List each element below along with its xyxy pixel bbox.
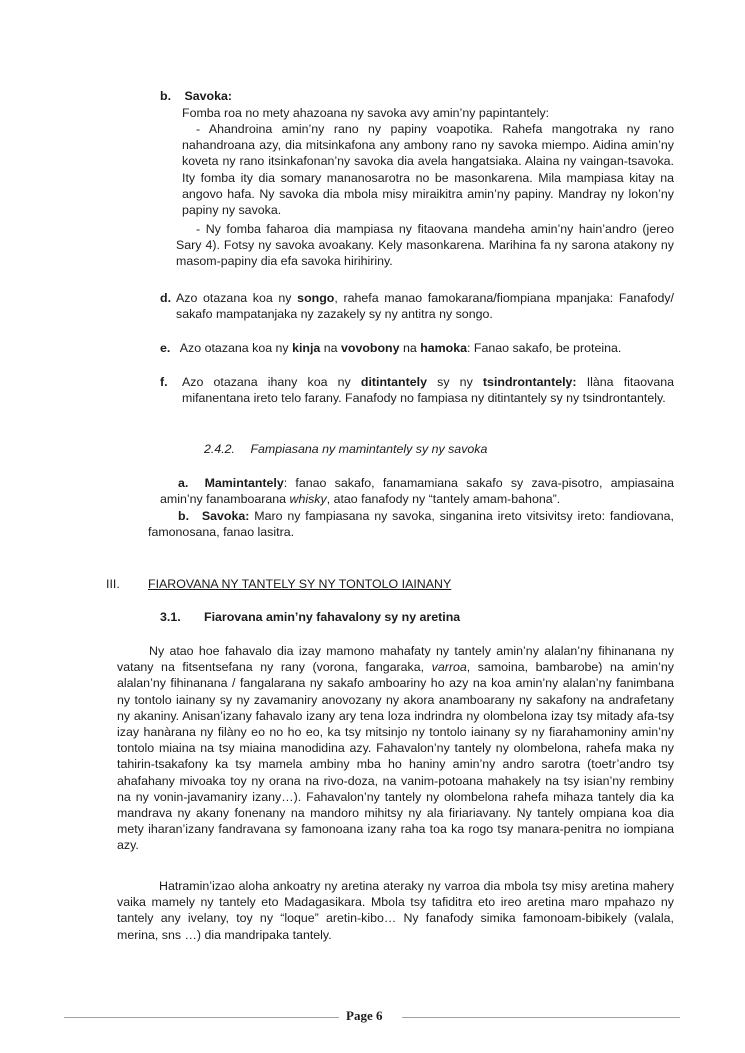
body-paragraph-2: Hatramin’izao aloha ankoatry ny aretina ateraky ny varroa dia mbola tsy misy aretina mahery vaika mamely ny tantely eto Madagasikara. Mbola tsy tafiditra eto ireo aretina maro mpahazo ny tantely any ivelany, toy ny “loque” aretin-kibo… Ny fanafody simika famonoam-bibikely (valala, merina, sns …) dia mandripaka tantely. — [117, 879, 674, 942]
item-b-intro: Fomba roa no mety ahazoana ny savoka avy amin’ny papintantely: — [182, 106, 550, 120]
item-b-paragraph-2: - Ny fomba faharoa dia mampiasa ny fitaovana mandeha amin’ny hain’andro (jereo Sary 4). Fotsy ny savoka avoakany. Kely masonkarena. Marihina fa ny sarona atakony ny masom-papiny dia efa savoka hirihiriny. — [176, 222, 674, 269]
subsection-3-1-title: Fiarovana amin’ny fahavalony sy ny aretina — [204, 610, 461, 624]
item-e-text-1: Azo otazana koa ny — [179, 341, 293, 355]
use-item-b-bold: Savoka: — [201, 509, 250, 523]
item-d-marker: d. — [160, 291, 172, 305]
section-3-number: III. — [106, 577, 120, 591]
footer-rule-right — [402, 1017, 680, 1018]
item-f — [182, 374, 674, 406]
item-f-text-3: Ilàna fitaovana mifanentana ireto telo farany. Fanafody no fampiasa ny ditintantely sy ny tsindrontantely. — [182, 375, 675, 406]
body-paragraph-1 — [117, 643, 674, 854]
use-item-a-text-2: , atao fanafody ny “tantely amam-bahona”. — [326, 492, 561, 507]
item-f-text-2: sy ny — [426, 375, 483, 389]
use-item-a-italic: whisky — [289, 492, 327, 507]
use-item-b — [148, 508, 674, 540]
item-d-text-1: Azo otazana koa ny — [176, 291, 298, 305]
item-f-marker-box — [160, 374, 180, 390]
item-d — [160, 290, 674, 322]
item-e-text-3: na — [399, 341, 421, 355]
page-number: Page 6 — [346, 1008, 383, 1023]
item-b-heading — [160, 88, 300, 104]
use-item-a-text-1: : fanao sakafo, fanamamiana sakafo sy zava-pisotro, ampiasaina amin’ny fanamboarana — [160, 476, 674, 507]
item-e-bold-2: vovobony — [341, 341, 400, 355]
use-item-a-marker: a. — [178, 476, 189, 490]
item-b-marker: b. — [160, 89, 172, 103]
item-e — [160, 340, 674, 356]
item-e-text-2: na — [320, 341, 341, 355]
section-3-title: FIAROVANA NY TANTELY SY NY TONTOLO IAINANY — [148, 577, 452, 591]
item-f-marker: f. — [160, 375, 168, 389]
footer-rule-left — [64, 1017, 339, 1018]
item-d-bold: songo — [297, 291, 335, 305]
item-b-paragraph-1: - Ahandroina amin’ny rano ny papiny voapotika. Rahefa mangotraka ny rano nahandroana azy, dia mitsinkafona any ambony rano ny savoka miempo. Aidina amin’ny koveta ny rano itsinkafonan’ny savoka dia avela hangatsiaka. Alaina ny vaingan-tsavoka. Ity fomba ity dia somary mananosarotra no be masonkarena. Mila mampiasa kitay na angovo hafa. Ny savoka dia mbola misy miraikitra amin’ny papiny. Mandray ny lokon’ny papiny ny savoka. — [182, 122, 674, 218]
use-item-b-marker: b. — [178, 509, 190, 523]
item-f-bold-1: ditintantely — [360, 375, 427, 389]
item-e-bold-3: hamoka — [420, 341, 468, 355]
item-e-text-4: : Fanao sakafo, be proteina. — [467, 341, 622, 355]
subsection-2-4-2-number: 2.4.2. — [204, 442, 236, 456]
body-paragraph-1-text-2: , samoina, bambarobe) na amin’ny alalan’ny fihinanana / fangalarana ny sakafo amboariny ho azy na koa amin’ny alalan’ny fanimbana ny tontolo iainany sy ny zavamaniry anovozany ny akora anamboarany ny sakafony na andrafetany ny akaniny. Anisan’izany fahavalo izany ary tena loza indrindra ny olombelona izay tsy mitady afa-tsy izay hanàrana ny filàny eo no ho eo, ka tsy mitsinjo ny tontolo iainany sy ny fiarahamoniny amin’ny tontolo miaina na tsy miaina manodidina azy. Fahavalon’ny tantely ny olombelona, rahefa maka ny tahirin-tsakafony ka tsy mamela ambiny mba ho haniny amin’ny andro sarotra (toetr’andro tsy ahafahany mivoaka toy ny orana na rivo-doza, na vanim-potoana mahakely na tsy isian’ny rembiny na ny vonin-javamaniry izany…). Fahavalon’ny tantely ny olombelona rahefa mihaza tantely dia ka mandrava ny akany fonenany na mandoro mihitsy ny ala firiariavany. Ny tantely ompiana koa dia mety iharan’izany fandravana sy famonoana izany raha toa ka rogo tsy manara-penitra no iompiana azy. — [117, 660, 674, 853]
item-e-bold-1: kinja — [292, 341, 321, 355]
subsection-2-4-2-title: Fampiasana ny mamintantely sy ny savoka — [250, 442, 488, 456]
subsection-3-1-number: 3.1. — [160, 610, 181, 624]
use-item-a — [160, 475, 674, 507]
subsection-2-4-2 — [204, 441, 624, 457]
item-d-text-2: , rahefa manao famokarana/fiompiana mpanjaka: Fanafody/ sakafo mampatanjaka ny zazakely sy ny antitra ny songo. — [176, 291, 674, 322]
use-item-b-text: Maro ny fampiasana ny savoka, singanina ireto vitsivitsy ireto: fandiovana, famonosana, fanao lasitra. — [148, 509, 674, 540]
body-paragraph-1-text-1: Ny atao hoe fahavalo dia izay mamono mahafaty ny tantely amin’ny alalan’ny fihinanana ny vatany na fitsentsefana ny rany (vorona, fangaraka, — [117, 644, 674, 675]
item-f-bold-2: tsindrontantely: — [482, 375, 577, 389]
use-item-a-bold: Mamintantely — [204, 476, 284, 490]
item-e-marker: e. — [160, 341, 171, 355]
item-b-title: Savoka: — [184, 89, 232, 103]
item-f-text-1: Azo otazana ihany koa ny — [182, 375, 361, 389]
body-paragraph-1-italic: varroa — [431, 660, 467, 675]
